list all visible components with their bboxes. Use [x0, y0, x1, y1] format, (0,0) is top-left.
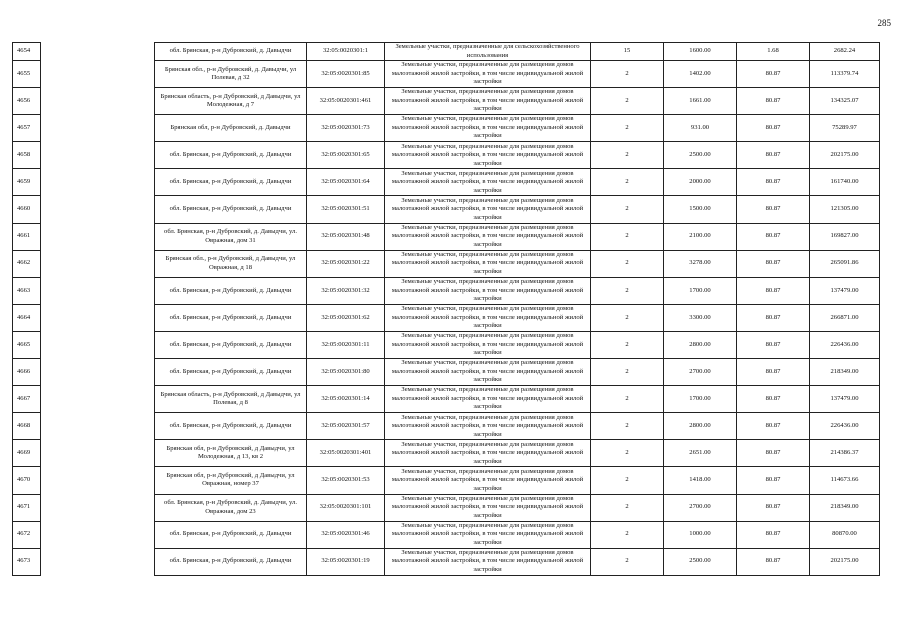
gap-cell	[41, 359, 155, 386]
rate-cell: 80.87	[737, 169, 810, 196]
land-use-cell: Земельные участки, предназначенные для размещения домов малоэтажной жилой застройки, в том числе индивидуальной жилой застройки	[385, 196, 591, 223]
rate-cell: 80.87	[737, 331, 810, 358]
cadastral-number-cell: 32:05:0020301:101	[307, 494, 385, 521]
gap-cell	[41, 548, 155, 575]
land-use-cell: Земельные участки, предназначенные для сельскохозяйственного использования	[385, 43, 591, 61]
table-row	[13, 467, 880, 494]
rate-cell: 80.87	[737, 521, 810, 548]
address-cell: обл. Брянская, р-н Дубровский, д. Давыдчи	[155, 169, 307, 196]
cadastral-value-cell: 161740.00	[810, 169, 880, 196]
gap-cell	[41, 196, 155, 223]
cadastral-value-cell: 214386.37	[810, 440, 880, 467]
rate-cell: 80.87	[737, 115, 810, 142]
gap-cell	[41, 43, 155, 61]
gap-cell	[41, 440, 155, 467]
row-number: 4659	[13, 169, 41, 196]
address-cell: Брянская обл, р-н Дубровский, д. Давыдчи	[155, 115, 307, 142]
area-cell: 2700.00	[664, 494, 737, 521]
cadastral-number-cell: 32:05:0020301:64	[307, 169, 385, 196]
cadastral-number-cell: 32:05:0020301:51	[307, 196, 385, 223]
address-cell: обл. Брянская, р-н Дубровский, д. Давыдчи, ул. Овражная, дом 23	[155, 494, 307, 521]
group-cell: 2	[591, 548, 664, 575]
group-cell: 2	[591, 386, 664, 413]
address-cell: Брянская обл., р-н Дубровский, д. Давыдчи, ул Полевая, д 32	[155, 61, 307, 88]
row-number: 4661	[13, 223, 41, 250]
table-row	[13, 440, 880, 467]
group-cell: 2	[591, 467, 664, 494]
row-number: 4656	[13, 88, 41, 115]
gap-cell	[41, 88, 155, 115]
gap-cell	[41, 331, 155, 358]
gap-cell	[41, 277, 155, 304]
table-row	[13, 250, 880, 277]
table-row	[13, 548, 880, 575]
cadastral-number-cell: 32:05:0020301:401	[307, 440, 385, 467]
land-use-cell: Земельные участки, предназначенные для размещения домов малоэтажной жилой застройки, в том числе индивидуальной жилой застройки	[385, 88, 591, 115]
row-number: 4664	[13, 304, 41, 331]
row-number: 4655	[13, 61, 41, 88]
gap-cell	[41, 521, 155, 548]
land-use-cell: Земельные участки, предназначенные для размещения домов малоэтажной жилой застройки, в том числе индивидуальной жилой застройки	[385, 359, 591, 386]
row-number: 4666	[13, 359, 41, 386]
gap-cell	[41, 115, 155, 142]
table-row	[13, 359, 880, 386]
rate-cell: 80.87	[737, 223, 810, 250]
rate-cell: 80.87	[737, 304, 810, 331]
land-use-cell: Земельные участки, предназначенные для размещения домов малоэтажной жилой застройки, в том числе индивидуальной жилой застройки	[385, 413, 591, 440]
cadastral-number-cell: 32:05:0020301:32	[307, 277, 385, 304]
land-use-cell: Земельные участки, предназначенные для размещения домов малоэтажной жилой застройки, в том числе индивидуальной жилой застройки	[385, 277, 591, 304]
gap-cell	[41, 304, 155, 331]
table-row	[13, 142, 880, 169]
cadastral-value-cell: 80870.00	[810, 521, 880, 548]
gap-cell	[41, 223, 155, 250]
cadastral-number-cell: 32:05:0020301:22	[307, 250, 385, 277]
row-number: 4671	[13, 494, 41, 521]
area-cell: 3300.00	[664, 304, 737, 331]
cadastral-value-cell: 265091.86	[810, 250, 880, 277]
land-use-cell: Земельные участки, предназначенные для размещения домов малоэтажной жилой застройки, в том числе индивидуальной жилой застройки	[385, 304, 591, 331]
cadastral-number-cell: 32:05:0020301:48	[307, 223, 385, 250]
gap-cell	[41, 467, 155, 494]
area-cell: 2500.00	[664, 548, 737, 575]
area-cell: 1418.00	[664, 467, 737, 494]
area-cell: 1600.00	[664, 43, 737, 61]
row-number: 4660	[13, 196, 41, 223]
area-cell: 2700.00	[664, 359, 737, 386]
cadastral-value-cell: 113379.74	[810, 61, 880, 88]
cadastral-number-cell: 32:05:0020301:73	[307, 115, 385, 142]
row-number: 4665	[13, 331, 41, 358]
group-cell: 2	[591, 521, 664, 548]
cadastral-value-cell: 137479.00	[810, 386, 880, 413]
group-cell: 2	[591, 359, 664, 386]
table-row	[13, 43, 880, 61]
table-row	[13, 413, 880, 440]
cadastral-number-cell: 32:05:0020301:85	[307, 61, 385, 88]
gap-cell	[41, 494, 155, 521]
group-cell: 2	[591, 196, 664, 223]
area-cell: 1661.00	[664, 88, 737, 115]
address-cell: обл. Брянская, р-н Дубровский, д. Давыдчи	[155, 43, 307, 61]
cadastral-value-cell: 202175.00	[810, 548, 880, 575]
gap-cell	[41, 142, 155, 169]
row-number: 4657	[13, 115, 41, 142]
rate-cell: 80.87	[737, 88, 810, 115]
cadastral-number-cell: 32:05:0020301:65	[307, 142, 385, 169]
rate-cell: 80.87	[737, 467, 810, 494]
cadastral-value-cell: 114673.66	[810, 467, 880, 494]
rate-cell: 80.87	[737, 142, 810, 169]
area-cell: 931.00	[664, 115, 737, 142]
cadastral-value-cell: 226436.00	[810, 331, 880, 358]
area-cell: 1500.00	[664, 196, 737, 223]
cadastral-value-cell: 226436.00	[810, 413, 880, 440]
rate-cell: 80.87	[737, 196, 810, 223]
address-cell: обл. Брянская, р-н Дубровский, д. Давыдчи, ул. Овражная, дом 31	[155, 223, 307, 250]
row-number: 4673	[13, 548, 41, 575]
row-number: 4668	[13, 413, 41, 440]
area-cell: 2651.00	[664, 440, 737, 467]
cadastral-value-cell: 266871.00	[810, 304, 880, 331]
group-cell: 2	[591, 223, 664, 250]
address-cell: обл. Брянская, р-н Дубровский, д. Давыдчи	[155, 142, 307, 169]
group-cell: 2	[591, 413, 664, 440]
land-registry-table	[12, 42, 880, 576]
cadastral-number-cell: 32:05:0020301:57	[307, 413, 385, 440]
gap-cell	[41, 250, 155, 277]
cadastral-value-cell: 218349.00	[810, 359, 880, 386]
row-number: 4663	[13, 277, 41, 304]
cadastral-number-cell: 32:05:0020301:1	[307, 43, 385, 61]
land-use-cell: Земельные участки, предназначенные для размещения домов малоэтажной жилой застройки, в том числе индивидуальной жилой застройки	[385, 61, 591, 88]
land-use-cell: Земельные участки, предназначенные для размещения домов малоэтажной жилой застройки, в том числе индивидуальной жилой застройки	[385, 115, 591, 142]
rate-cell: 80.87	[737, 386, 810, 413]
land-use-cell: Земельные участки, предназначенные для размещения домов малоэтажной жилой застройки, в том числе индивидуальной жилой застройки	[385, 142, 591, 169]
address-cell: обл. Брянская, р-н Дубровский, д. Давыдчи	[155, 413, 307, 440]
group-cell: 2	[591, 331, 664, 358]
land-use-cell: Земельные участки, предназначенные для размещения домов малоэтажной жилой застройки, в том числе индивидуальной жилой застройки	[385, 494, 591, 521]
cadastral-number-cell: 32:05:0020301:53	[307, 467, 385, 494]
group-cell: 2	[591, 142, 664, 169]
cadastral-number-cell: 32:05:0020301:19	[307, 548, 385, 575]
address-cell: Брянская обл, р-н Дубровский, д Давыдчи, ул Овражная, номер 37	[155, 467, 307, 494]
cadastral-value-cell: 202175.00	[810, 142, 880, 169]
row-number: 4662	[13, 250, 41, 277]
table-row	[13, 304, 880, 331]
table-row	[13, 521, 880, 548]
rate-cell: 80.87	[737, 61, 810, 88]
rate-cell: 80.87	[737, 548, 810, 575]
row-number: 4667	[13, 386, 41, 413]
group-cell: 2	[591, 88, 664, 115]
address-cell: обл. Брянская, р-н Дубровский, д. Давыдчи	[155, 331, 307, 358]
area-cell: 1700.00	[664, 277, 737, 304]
table-row	[13, 196, 880, 223]
address-cell: обл. Брянская, р-н Дубровский, д. Давыдчи	[155, 359, 307, 386]
land-use-cell: Земельные участки, предназначенные для размещения домов малоэтажной жилой застройки, в том числе индивидуальной жилой застройки	[385, 440, 591, 467]
land-use-cell: Земельные участки, предназначенные для размещения домов малоэтажной жилой застройки, в том числе индивидуальной жилой застройки	[385, 548, 591, 575]
cadastral-value-cell: 121305.00	[810, 196, 880, 223]
land-use-cell: Земельные участки, предназначенные для размещения домов малоэтажной жилой застройки, в том числе индивидуальной жилой застройки	[385, 386, 591, 413]
group-cell: 2	[591, 494, 664, 521]
area-cell: 2500.00	[664, 142, 737, 169]
gap-cell	[41, 61, 155, 88]
table-row	[13, 386, 880, 413]
area-cell: 2800.00	[664, 413, 737, 440]
rate-cell: 80.87	[737, 250, 810, 277]
address-cell: обл. Брянская, р-н Дубровский, д. Давыдчи	[155, 304, 307, 331]
address-cell: обл. Брянская, р-н Дубровский, д. Давыдчи	[155, 548, 307, 575]
gap-cell	[41, 413, 155, 440]
group-cell: 2	[591, 61, 664, 88]
group-cell: 2	[591, 277, 664, 304]
cadastral-value-cell: 218349.00	[810, 494, 880, 521]
cadastral-value-cell: 134325.07	[810, 88, 880, 115]
table-row	[13, 277, 880, 304]
cadastral-value-cell: 2682.24	[810, 43, 880, 61]
cadastral-value-cell: 137479.00	[810, 277, 880, 304]
gap-cell	[41, 386, 155, 413]
cadastral-number-cell: 32:05:0020301:80	[307, 359, 385, 386]
area-cell: 3278.00	[664, 250, 737, 277]
rate-cell: 80.87	[737, 413, 810, 440]
table-row	[13, 115, 880, 142]
cadastral-value-cell: 75289.97	[810, 115, 880, 142]
row-number: 4658	[13, 142, 41, 169]
row-number: 4672	[13, 521, 41, 548]
land-use-cell: Земельные участки, предназначенные для размещения домов малоэтажной жилой застройки, в том числе индивидуальной жилой застройки	[385, 467, 591, 494]
table-row	[13, 169, 880, 196]
row-number: 4654	[13, 43, 41, 61]
rate-cell: 80.87	[737, 359, 810, 386]
group-cell: 2	[591, 304, 664, 331]
land-use-cell: Земельные участки, предназначенные для размещения домов малоэтажной жилой застройки, в том числе индивидуальной жилой застройки	[385, 223, 591, 250]
cadastral-number-cell: 32:05:0020301:14	[307, 386, 385, 413]
table-row	[13, 494, 880, 521]
cadastral-number-cell: 32:05:0020301:46	[307, 521, 385, 548]
address-cell: Брянская обл., р-н Дубровский, д Давыдчи, ул Овражная, д 18	[155, 250, 307, 277]
address-cell: обл. Брянская, р-н Дубровский, д. Давыдчи	[155, 277, 307, 304]
address-cell: обл. Брянская, р-н Дубровский, д. Давыдчи	[155, 196, 307, 223]
group-cell: 2	[591, 169, 664, 196]
cadastral-number-cell: 32:05:0020301:461	[307, 88, 385, 115]
group-cell: 2	[591, 250, 664, 277]
address-cell: Брянская область, р-н Дубровский, д Давыдчи, ул Молодежная, д 7	[155, 88, 307, 115]
cadastral-number-cell: 32:05:0020301:11	[307, 331, 385, 358]
page-number: 285	[877, 18, 891, 28]
gap-cell	[41, 169, 155, 196]
land-use-cell: Земельные участки, предназначенные для размещения домов малоэтажной жилой застройки, в том числе индивидуальной жилой застройки	[385, 169, 591, 196]
area-cell: 2100.00	[664, 223, 737, 250]
table-row	[13, 61, 880, 88]
group-cell: 2	[591, 115, 664, 142]
address-cell: Брянская обл, р-н Дубровский, д Давыдчи, ул Молодежная, д 13, кв 2	[155, 440, 307, 467]
area-cell: 1700.00	[664, 386, 737, 413]
registry-body	[13, 43, 880, 576]
rate-cell: 80.87	[737, 494, 810, 521]
area-cell: 1000.00	[664, 521, 737, 548]
address-cell: обл. Брянская, р-н Дубровский, д. Давыдчи	[155, 521, 307, 548]
address-cell: Брянская область, р-н Дубровский, д Давыдчи, ул Полевая, д 8	[155, 386, 307, 413]
area-cell: 2000.00	[664, 169, 737, 196]
table-row	[13, 331, 880, 358]
rate-cell: 80.87	[737, 277, 810, 304]
land-use-cell: Земельные участки, предназначенные для размещения домов малоэтажной жилой застройки, в том числе индивидуальной жилой застройки	[385, 331, 591, 358]
rate-cell: 80.87	[737, 440, 810, 467]
table-row	[13, 88, 880, 115]
group-cell: 2	[591, 440, 664, 467]
rate-cell: 1.68	[737, 43, 810, 61]
cadastral-number-cell: 32:05:0020301:62	[307, 304, 385, 331]
table-row	[13, 223, 880, 250]
land-use-cell: Земельные участки, предназначенные для размещения домов малоэтажной жилой застройки, в том числе индивидуальной жилой застройки	[385, 250, 591, 277]
cadastral-value-cell: 169827.00	[810, 223, 880, 250]
row-number: 4670	[13, 467, 41, 494]
area-cell: 2800.00	[664, 331, 737, 358]
group-cell: 15	[591, 43, 664, 61]
row-number: 4669	[13, 440, 41, 467]
area-cell: 1402.00	[664, 61, 737, 88]
land-use-cell: Земельные участки, предназначенные для размещения домов малоэтажной жилой застройки, в том числе индивидуальной жилой застройки	[385, 521, 591, 548]
